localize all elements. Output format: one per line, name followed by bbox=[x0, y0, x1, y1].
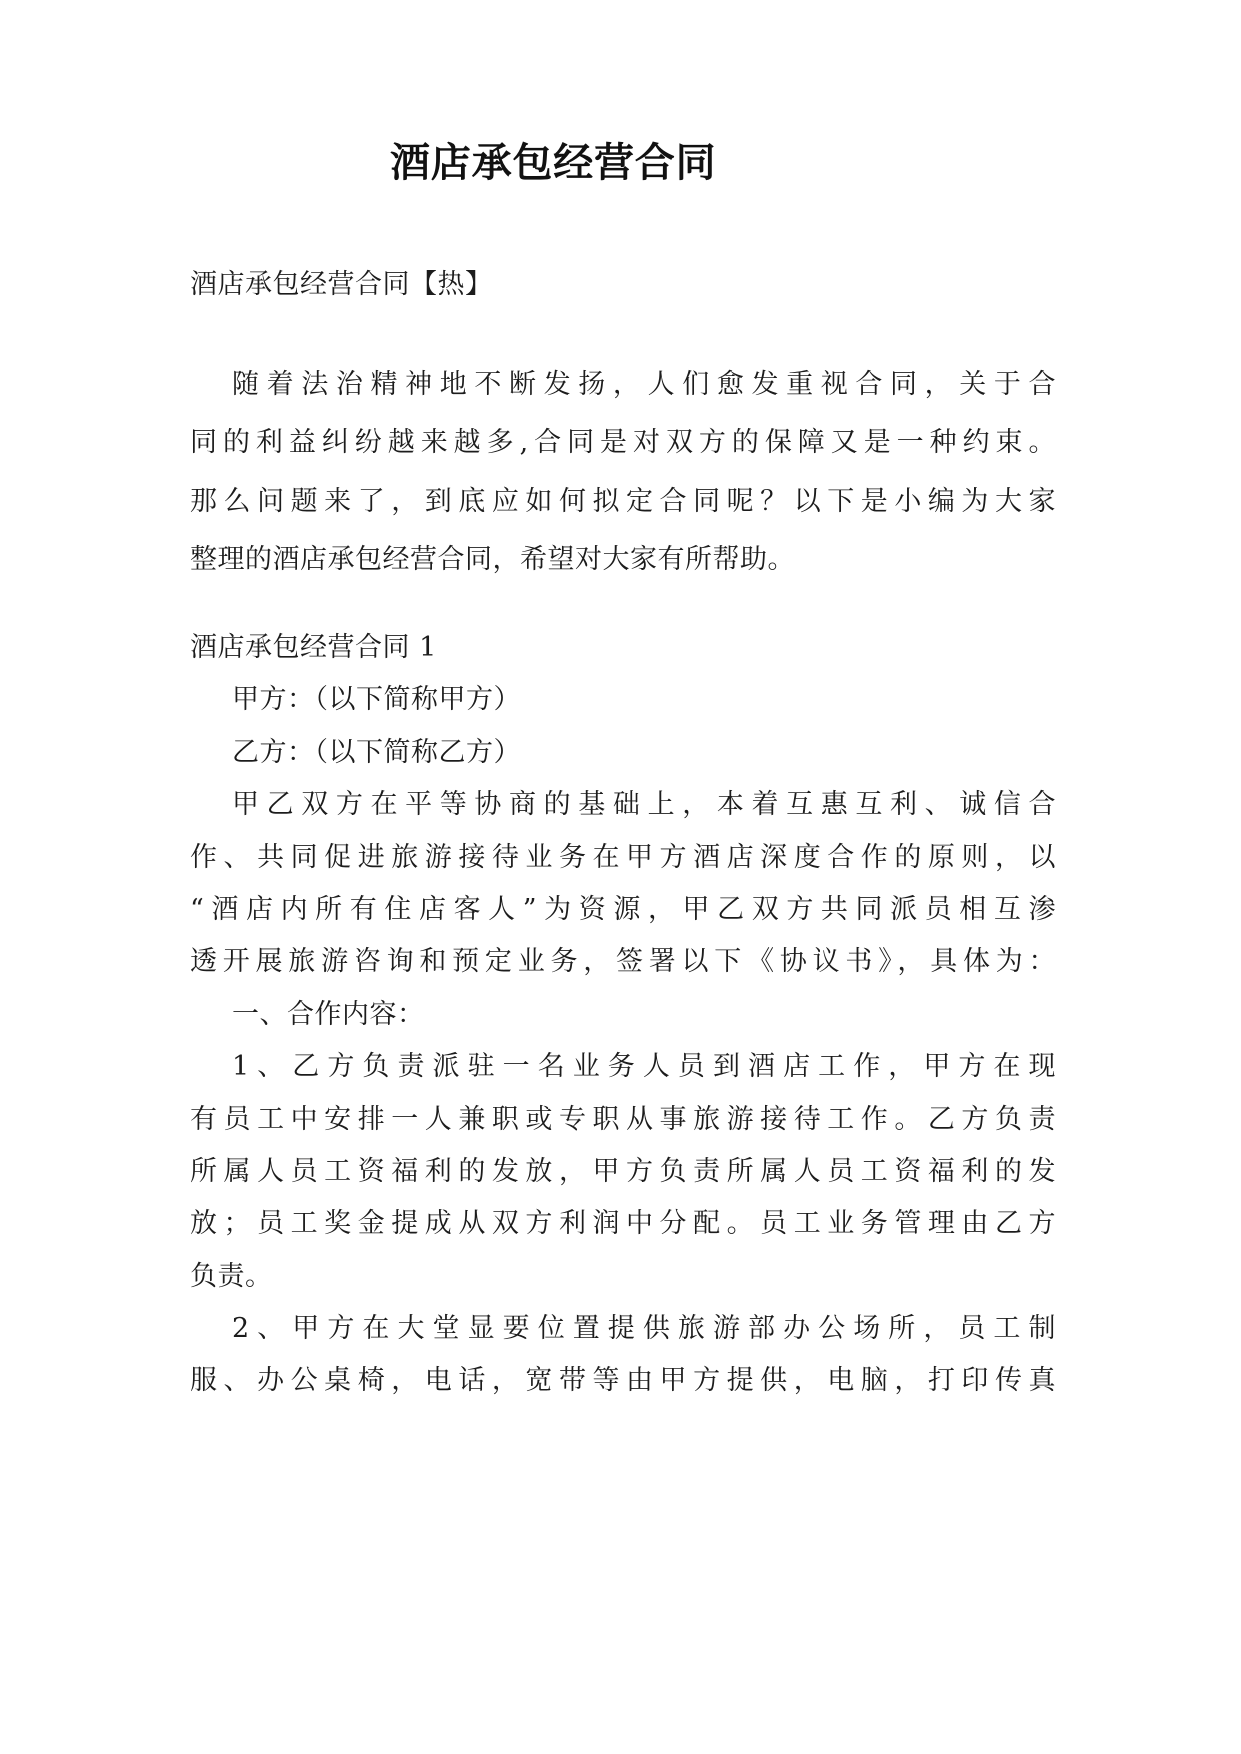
preamble-line: 透开展旅游咨询和预定业务，签署以下《协议书》，具体为： bbox=[190, 946, 1056, 978]
intro-line: 随着法治精神地不断发扬，人们愈发重视合同，关于合 bbox=[232, 369, 1056, 400]
clause-1-line: 放；员工奖金提成从双方利润中分配。员工业务管理由乙方 bbox=[190, 1208, 1056, 1240]
section-heading: 酒店承包经营合同 1 bbox=[190, 632, 437, 663]
intro-paragraph bbox=[190, 356, 1056, 589]
preamble-line: 作、共同促进旅游接待业务在甲方酒店深度合作的原则，以 bbox=[190, 841, 1056, 873]
clause-heading: 一、合作内容： bbox=[232, 998, 425, 1030]
clause-1-line: 负责。 bbox=[190, 1260, 273, 1292]
document-title: 酒店承包经营合同 bbox=[390, 139, 717, 186]
preamble-line: 甲乙双方在平等协商的基础上，本着互惠互利、诚信合 bbox=[232, 789, 1056, 821]
clause-1-line: 有员工中安排一人兼职或专职从事旅游接待工作。乙方负责 bbox=[190, 1103, 1056, 1135]
subtitle-block bbox=[190, 265, 1056, 305]
clause-2-line: 2、甲方在大堂显要位置提供旅游部办公场所，员工制 bbox=[232, 1313, 1056, 1345]
preamble-line: “酒店内所有住店客人”为资源，甲乙双方共同派员相互渗 bbox=[190, 893, 1056, 925]
intro-line: 整理的酒店承包经营合同，希望对大家有所帮助。 bbox=[190, 543, 795, 575]
party-a-line: 甲方：（以下简称甲方） bbox=[232, 684, 521, 716]
intro-line: 那么问题来了，到底应如何拟定合同呢？以下是小编为大家 bbox=[190, 485, 1056, 517]
clause-1-line: 1、乙方负责派驻一名业务人员到酒店工作，甲方在现 bbox=[232, 1051, 1056, 1083]
contract-body bbox=[190, 622, 1056, 1408]
party-b-line: 乙方：（以下简称乙方） bbox=[232, 736, 521, 768]
clause-2-line: 服、办公桌椅，电话，宽带等由甲方提供，电脑，打印传真 bbox=[190, 1365, 1056, 1397]
document-subtitle: 酒店承包经营合同【热】 bbox=[190, 269, 493, 300]
intro-line: 同的利益纠纷越来越多,合同是对双方的保障又是一种约束。 bbox=[190, 427, 1056, 459]
clause-1-line: 所属人员工资福利的发放，甲方负责所属人员工资福利的发 bbox=[190, 1155, 1056, 1187]
